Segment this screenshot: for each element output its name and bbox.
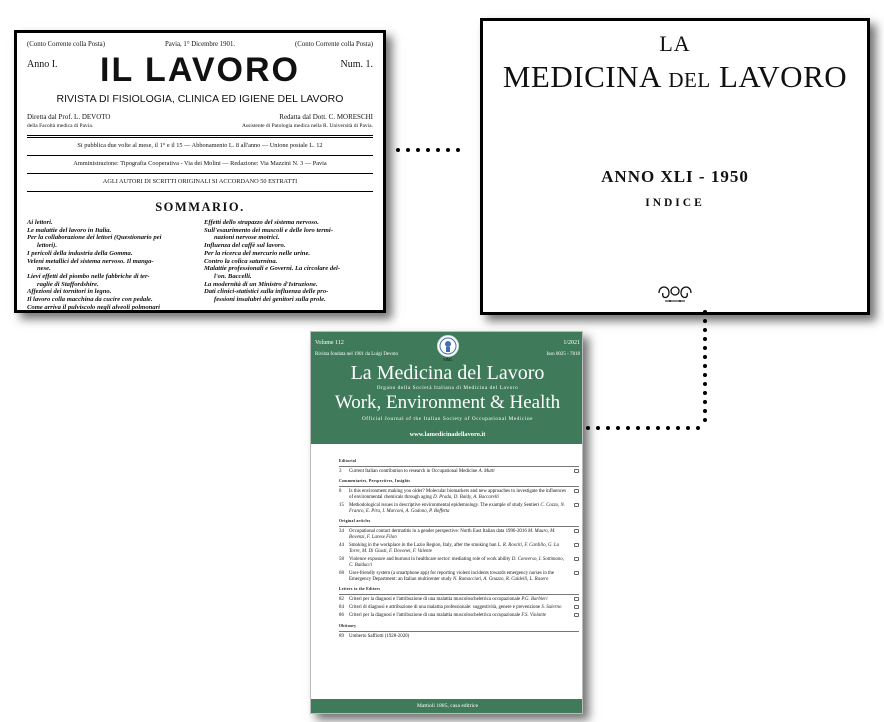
connector-dot [646,426,650,430]
connector-dot [696,426,700,430]
toc-page-number: 89 [339,633,344,639]
medicina-2021-cover [310,331,583,714]
toc-entry[interactable] [339,529,579,540]
authors-line: AGLI AUTORI DI SCRITTI ORIGINALI SI ACCORDANO 50 ESTRATTI [102,178,298,185]
toc-entry-authors: L. R. Rosciti, F. Cardillo, G. La Torre, M. Di Giusti, F. Dovonei, F. Valente [349,543,560,554]
toc-entry-text [349,557,579,568]
sommario-item: Effetti dello strapazzo del sistema nervoso. [204,219,319,226]
toc-page-number: 44 [339,543,344,549]
open-access-lock-icon [574,503,579,507]
connector-dot [406,148,410,152]
open-access-lock-icon [574,557,579,561]
connector-dot [703,346,707,350]
publisher-footer: Mattioli 1885, casa editrice [311,699,583,713]
toc-page-number: 86 [339,613,344,619]
divider [27,135,373,136]
sommario-item: Sull'esaurimento dei muscoli e delle loro termi- [204,226,333,234]
sommario-item: nese. [37,265,51,273]
issn-label: Issn 0025 - 7818 [546,352,580,357]
editor-block [242,113,373,129]
sommario-item: raglie di Staffordshire. [37,280,99,288]
connector-dot [703,355,707,359]
sommario-heading: SOMMARIO. [155,200,245,214]
title-article: LA [659,31,691,56]
sommario-item: fessioni insalubri dei genitori sulla prole. [214,296,326,304]
logo-caption: SIML [443,357,453,362]
connector-dot [426,148,430,152]
divider [27,191,373,192]
toc-entry-authors: M. Mauro, M. Bovenzi, F. Larese Filon [349,529,556,540]
toc-entry-title: Criteri per la diagnosi e l'attribuzione di una malattia muscoloscheletrica occupazionale [349,596,521,602]
sommario-item: Per la collaborazione dei lettori (Questionario pei [27,234,162,242]
open-access-lock-icon [574,469,579,473]
connector-dot [616,426,620,430]
society-logo-icon [437,335,459,357]
toc-entry-title: Criteri per la diagnosi e l'attribuzione di una malattia muscoloscheletrica occupazionale [349,613,521,619]
open-access-lock-icon [574,605,579,609]
issue-label: 1/2021 [563,340,580,346]
journal-subtitle: Organo della Società Italiana di Medicina del Lavoro [376,385,519,391]
sommario-item: Affezioni dei tornitori in legno. [27,288,112,296]
toc-entry-authors: C. Cozzo, N. Franco, E. Pira, I. Marconi, A. Godono, P. Boffetta [349,503,565,514]
medicina-1950-cover [480,18,870,315]
toc-entry[interactable] [339,469,579,475]
connector-dot [676,426,680,430]
toc-entry-text [349,597,579,603]
connector-dot [456,148,460,152]
title-del: DEL [668,68,711,92]
sommario-left-column [27,219,196,311]
connector-dot [703,373,707,377]
journal-title: IL LAVORO [100,51,300,89]
toc-page-number: 15 [339,503,344,509]
toc-entry-authors: D. Prada, D. Baldy, A. Baccarelli [433,494,499,500]
connector-dot [703,418,707,422]
toc-entry-title: Is this environment making you older? Molecular biomarkers and new approaches to investigate the influences of environmental chemicals through aging [349,489,567,500]
year-label: ANNO XLI - 1950 [601,167,749,186]
connector-dot [586,426,590,430]
toc-entry-text [349,489,579,500]
num-label: Num. 1. [340,59,373,70]
toc-section-heading: Obituary [339,624,579,632]
connector-dot [606,426,610,430]
toc-page-number: 58 [339,556,344,562]
editors-row [27,113,373,129]
open-access-lock-icon [574,529,579,533]
toc-entry-authors: A. Mutti [478,468,495,474]
toc-entry-text [349,469,579,475]
toc-entry-text [349,503,579,514]
toc-entry[interactable] [339,571,579,582]
connector-dot [703,328,707,332]
sommario-item: Il lavoro colla macchina da cucire con pedale. [27,296,153,304]
toc-section-heading: Commentaries, Perspectives, Insights [339,479,579,487]
connector-dot [686,426,690,430]
connector-dot [703,364,707,368]
sommario-item: Contro la colica saturnina. [204,257,278,265]
toc-entry-text [349,605,579,611]
open-access-lock-icon [574,597,579,601]
toc-entry-title: Current Italian contribution to research in Occupational Medicine [349,468,478,474]
connector-dot [596,426,600,430]
connector-dot [703,391,707,395]
top-right-note: (Conto Corrente colla Posta) [295,41,373,48]
divider [27,173,373,174]
title-lavoro: LAVORO [718,59,848,94]
toc-section-heading: Editorial [339,459,579,467]
divider [27,137,373,138]
title-medicina: MEDICINA [502,59,661,94]
open-access-lock-icon [574,613,579,617]
sommario-item: I pericoli della industria della Gomma. [27,249,133,257]
sommario-item: nazioni nervose motrici. [214,234,280,242]
connector-dot [703,319,707,323]
toc-entry-text [349,634,579,640]
founded-line: Rivista fondata nel 1901 da Luigi Devoto [315,352,399,357]
sommario-item: lettori). [37,242,57,250]
editor: Redatta dal Dott. C. MORESCHI [279,113,373,121]
director-affiliation: della Facoltà medica di Pavia. [27,123,94,129]
journal-title [483,59,867,95]
journal-english-subtitle: Official Journal of the Italian Society of Occupational Medicine [361,416,534,422]
sommario-item: Le malattie del lavoro in Italia. [27,226,112,234]
sommario-right-column [204,219,373,311]
sommario-item: Dati clinici-statistici sulla influenza delle pro- [204,288,329,296]
toc-entry-title: Criteri di diagnosi e attribuzione di una malattia professionale: suggestività, genere e prevenzione [349,605,541,611]
volume-label: Volume 112 [315,340,344,346]
publication-line: Si pubblica due volte al mese, il 1° e il 15 — Abbonamento L. 8 all'anno — Unione postale L. 12 [77,142,323,149]
toc-entry-authors: S. Salerno [541,605,562,611]
masthead [27,53,373,93]
toc-page-number: 82 [339,596,344,602]
date-line: Pavia, 1° Dicembre 1901. [164,41,236,48]
index-label: INDICE [645,197,705,209]
sommario-item: Malattie professionali e Governi. La circolare del- [204,265,341,273]
admin-line: Amministrazione: Tipografia Cooperativa - Via dei Molini — Redazione: Via Mazzini N. 3 — Pavia [73,160,327,167]
journal-subtitle: RIVISTA DI FISIOLOGIA, CLINICA ED IGIENE DEL LAVORO [56,93,344,105]
toc-page-number: 3 [339,468,342,474]
open-access-lock-icon [574,543,579,547]
toc-entry-title: User-friendly system (a smartphone app) for reporting violent incidents towards emergency nurses in the Emergency Department: an Italian multicenter study [349,570,555,582]
anno-label: Anno I. [27,59,58,70]
toc-page-number: 34 [339,529,344,535]
open-access-lock-icon [574,489,579,493]
connector-dot [436,148,440,152]
toc-entry[interactable] [339,557,579,568]
toc-entry-authors: P.G. Barbieri [521,596,548,602]
connector-dot [703,400,707,404]
sommario-columns [27,219,373,311]
top-left-note: (Conto Corrente colla Posta) [27,41,105,48]
ornament-icon [655,279,695,305]
toc-entry[interactable] [339,605,579,611]
sommario-item: Influenza del caffè sul lavoro. [204,242,286,250]
toc-entry-title: Umberto Saffiotti (1928-2020) [349,633,410,639]
il-lavoro-topline [27,41,373,48]
toc-page-number: 8 [339,489,342,495]
toc-section-heading: Letters to the Editors [339,587,579,595]
connector-dot [416,148,420,152]
connector-dot [703,409,707,413]
toc-entry-title: Occupational contact dermatitis in a gender perspective: North East Italian data 1996-2016 [349,529,527,535]
toc-entry-text [349,529,579,540]
sommario-item: Come arriva il pulviscolo negli alveoli polmonari [27,303,160,311]
sommario-item: Lievi effetti del piombo nelle fabbriche di ter- [27,272,150,280]
toc-entry-text [349,613,579,619]
toc-page-number: 68 [339,570,344,576]
toc-entry-text [349,571,579,582]
toc-entry[interactable] [339,489,579,500]
toc-entry-title: Smoking in the workplace in the Lazio Region, Italy, after the smoking ban [349,543,497,549]
toc-entry[interactable] [339,503,579,514]
toc-entry-authors: D. Converso, I. Sottimano, C. Balducci [349,556,564,568]
toc-entry[interactable] [339,597,579,603]
sommario-item: La modernità di un Ministro d'Istruzione. [204,280,318,288]
toc-page-number: 84 [339,605,344,611]
editor-affiliation: Assistente di Patologia medica nella R. Università di Pavia. [241,123,373,129]
open-access-lock-icon [574,571,579,575]
sommario-item: Per la ricerca del mercurio nelle urine. [204,249,311,257]
connector-dot [666,426,670,430]
table-of-contents [339,454,579,642]
toc-section-heading: Original articles [339,519,579,527]
sommario-item: Veleni metallici del sistema nervoso. Il manga- [27,257,154,265]
divider [27,155,373,156]
toc-entry-authors: N. Ramacciati, A. Gnazzo, R. Caldelli, L. Rasero [452,576,549,582]
toc-entry[interactable] [339,613,579,619]
connector-dot [446,148,450,152]
toc-entry-text [349,543,579,554]
journal-title: La Medicina del Lavoro [350,362,545,384]
toc-entry-title: Violence exposure and burnout in healthcare sector: mediating role of work ability [349,556,511,562]
connector-dot [626,426,630,430]
sommario-item: l'on. Baccelli. [214,272,252,280]
journal-english-title: Work, Environment & Health [334,392,561,413]
website-link[interactable]: www.lamedicinadellavoro.it [409,431,486,438]
connector-dot [703,382,707,386]
connector-dot [636,426,640,430]
toc-entry-authors: F.S. Violante [521,613,547,619]
toc-entry-title: Methodological issues in descriptive environmental epidemiology. The example of study Sentieri [349,503,540,509]
connector-dot [703,310,707,314]
toc-entry[interactable] [339,543,579,554]
il-lavoro-cover [14,30,386,313]
sommario-item: Ai lettori. [27,219,53,226]
toc-entry[interactable] [339,634,579,640]
connector-dot [656,426,660,430]
connector-dot [703,337,707,341]
director-block [27,113,110,129]
director: Diretta dal Prof. L. DEVOTO [27,113,111,121]
connector-dot [396,148,400,152]
